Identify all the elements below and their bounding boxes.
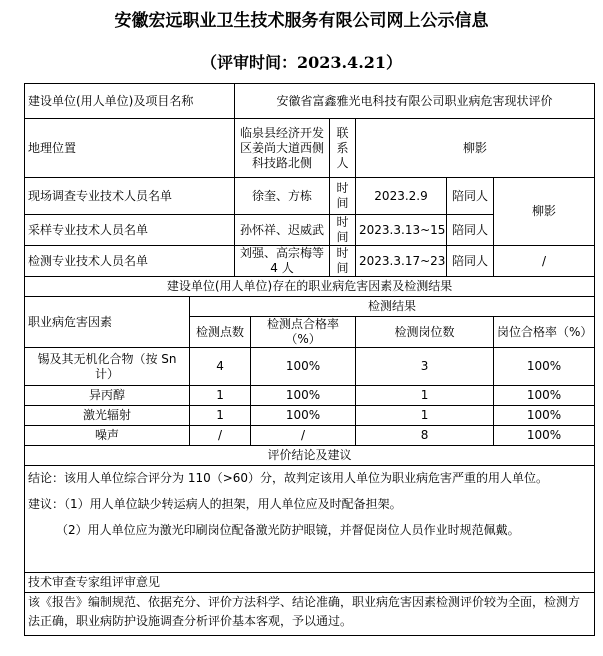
survey-names: 徐奎、方栋 (235, 178, 330, 215)
table-row (25, 386, 595, 406)
unit-value: 安徽省富鑫雅光电科技有限公司职业病危害现状评价 (235, 84, 595, 119)
testing-companion: / (494, 246, 595, 277)
factor-name: 锡及其无机化合物（按 Sn 计） (25, 348, 190, 386)
table-row (25, 426, 595, 446)
points-value: 1 (190, 406, 251, 426)
factor-label: 职业病危害因素 (25, 297, 190, 348)
col-points: 检测点数 (190, 317, 251, 348)
unit-label: 建设单位(用人单位)及项目名称 (25, 84, 235, 119)
contact-label: 联系人 (330, 119, 356, 178)
testing-time-label: 时间 (330, 246, 356, 277)
testing-label: 检测专业技术人员名单 (25, 246, 235, 277)
contact-value: 柳影 (356, 119, 595, 178)
location-value: 临泉县经济开发区姜尚大道西侧科技路北侧 (235, 119, 330, 178)
table-row (25, 348, 595, 386)
survey-label: 现场调查专业技术人员名单 (25, 178, 235, 215)
posts-value: 1 (356, 386, 494, 406)
suggestion-1: 建议：（1）用人单位缺少转运病人的担架，用人单位应及时配备担架。 (28, 497, 402, 511)
points-value: / (190, 426, 251, 446)
conclusion-body (25, 466, 595, 573)
col-post-rate: 岗位合格率（%） (494, 317, 595, 348)
posts-value: 1 (356, 406, 494, 426)
testing-companion-label: 陪同人 (447, 246, 494, 277)
post-rate-value: 100% (494, 426, 595, 446)
post-rate-value: 100% (494, 406, 595, 426)
sampling-companion-label: 陪同人 (447, 215, 494, 246)
posts-value: 3 (356, 348, 494, 386)
factor-name: 异丙醇 (25, 386, 190, 406)
point-rate-value: / (251, 426, 356, 446)
survey-companion-label: 陪同人 (447, 178, 494, 215)
sampling-time-label: 时间 (330, 215, 356, 246)
review-opinion: 该《报告》编制规范、依据充分、评价方法科学、结论准确，职业病危害因素检测评价较为全面，检测方法正确，职业病防护设施调查分析评价基本客观，予以通过。 (25, 593, 595, 636)
posts-value: 8 (356, 426, 494, 446)
suggestion-2: （2）用人单位应为激光印刷岗位配备激光防护眼镜，并督促岗位人员作业时规范佩戴。 (56, 523, 520, 537)
points-value: 1 (190, 386, 251, 406)
point-rate-value: 100% (251, 386, 356, 406)
hazards-section-title: 建设单位(用人单位)存在的职业病危害因素及检测结果 (25, 277, 595, 297)
point-rate-value: 100% (251, 406, 356, 426)
companion-name: 柳影 (494, 178, 595, 246)
col-posts: 检测岗位数 (356, 317, 494, 348)
page-title: 安徽宏远职业卫生技术服务有限公司网上公示信息 (114, 11, 489, 31)
review-section-title: 技术审查专家组评审意见 (25, 573, 595, 593)
table-row (25, 406, 595, 426)
conclusion-text: 结论：该用人单位综合评分为 110（>60）分，故判定该用人单位为职业病危害严重的用人单位。 (28, 471, 549, 485)
col-point-rate: 检测点合格率（%） (251, 317, 356, 348)
sampling-label: 采样专业技术人员名单 (25, 215, 235, 246)
point-rate-value: 100% (251, 348, 356, 386)
location-label: 地理位置 (25, 119, 235, 178)
sampling-names: 孙怀祥、迟威武 (235, 215, 330, 246)
testing-names: 刘强、高宗梅等 4 人 (235, 246, 330, 277)
survey-time: 2023.2.9 (356, 178, 447, 215)
info-table (24, 83, 595, 636)
survey-time-label: 时间 (330, 178, 356, 215)
review-time: （评审时间：2023.4.21） (200, 53, 403, 72)
sampling-time: 2023.3.13~15 (356, 215, 447, 246)
testing-time: 2023.3.17~23 (356, 246, 447, 277)
post-rate-value: 100% (494, 348, 595, 386)
factor-name: 噪声 (25, 426, 190, 446)
results-label: 检测结果 (190, 297, 595, 317)
conclusion-section-title: 评价结论及建议 (25, 446, 595, 466)
post-rate-value: 100% (494, 386, 595, 406)
factor-name: 激光辐射 (25, 406, 190, 426)
points-value: 4 (190, 348, 251, 386)
